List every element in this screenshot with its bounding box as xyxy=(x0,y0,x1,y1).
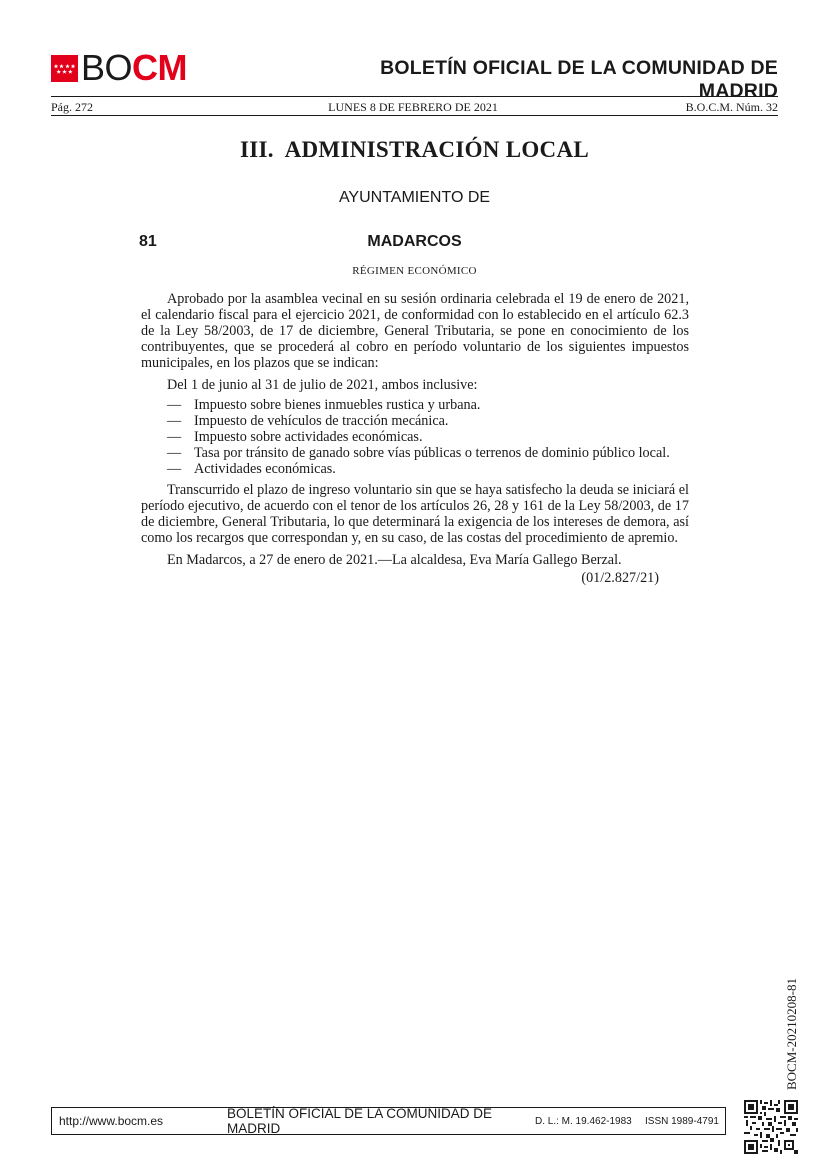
entity-heading: AYUNTAMIENTO DE xyxy=(338,189,491,206)
issn: ISSN 1989-4791 xyxy=(645,1115,719,1127)
list-item xyxy=(167,397,689,413)
municipality-name: MADARCOS xyxy=(367,233,462,250)
bocm-logo xyxy=(51,47,188,88)
period-paragraph: Del 1 de junio al 31 de julio de 2021, ambos inclusive: xyxy=(167,377,478,393)
logo-prefix: BO xyxy=(81,47,133,88)
madrid-flag-icon xyxy=(51,55,78,82)
qr-code-icon xyxy=(744,1100,798,1154)
list-item xyxy=(167,461,689,477)
footer-url-link[interactable]: http://www.bocm.es xyxy=(59,1114,164,1128)
footer-title: BOLETÍN OFICIAL DE LA COMUNIDAD DE MADRID xyxy=(227,1106,493,1136)
issue-number: B.O.C.M. Núm. 32 xyxy=(685,100,778,114)
legal-deposit: D. L.: M. 19.462-1983 xyxy=(535,1115,632,1127)
list-item xyxy=(167,445,689,461)
closing-paragraph: Transcurrido el plazo de ingreso voluntario sin que se haya satisfecho la deuda se iniciará el período ejecutivo, de acuerdo con el tenor de los artículos 26, 28 y 161 de la Ley 58/2003, de 17 de diciembre, General Tributaria, lo que determinará la exigencia de los intereses de demora, así como los recargos que correspondan y, en su caso, de las costas del procedimiento de apremio. xyxy=(141,482,689,546)
issue-date: LUNES 8 DE FEBRERO DE 2021 xyxy=(328,100,498,114)
logo-wordmark xyxy=(81,47,188,88)
document-identifier-text: BOCM-20210208-81 xyxy=(784,978,799,1090)
reference-code: (01/2.827/21) xyxy=(581,570,659,586)
list-item-text: Impuesto de vehículos de tracción mecánica. xyxy=(194,413,449,429)
list-dash: — xyxy=(167,461,182,477)
notice-number: 81 xyxy=(139,233,157,250)
footer-bar xyxy=(51,1107,726,1135)
list-item-text: Impuesto sobre actividades económicas. xyxy=(194,429,423,445)
intro-paragraph: Aprobado por la asamblea vecinal en su sesión ordinaria celebrada el 19 de enero de 2021, el calendario fiscal para el ejercicio 2021, de conformidad con lo establecido en el artículo 62.3 de la Ley 58/2003, de 17 de diciembre, General Tributaria, se pone en conocimiento de los contribuyentes, que se procederá al cobro en período voluntario de los siguientes impuestos municipales, en los plazos que se indican: xyxy=(141,291,689,371)
header-rule-bottom xyxy=(51,115,778,116)
list-dash: — xyxy=(167,413,182,429)
signature-line: En Madarcos, a 27 de enero de 2021.—La alcaldesa, Eva María Gallego Berzal. xyxy=(167,552,622,568)
document-identifier xyxy=(786,970,804,1090)
header-rule xyxy=(51,96,778,97)
list-item xyxy=(167,429,689,445)
logo-suffix: CM xyxy=(132,47,188,88)
page-number: Pág. 272 xyxy=(51,100,93,114)
notice-subject: RÉGIMEN ECONÓMICO xyxy=(352,265,477,277)
masthead-title: BOLETÍN OFICIAL DE LA COMUNIDAD DE MADRID xyxy=(380,57,778,102)
list-item-text: Impuesto sobre bienes inmuebles rustica y urbana. xyxy=(194,397,481,413)
tax-list xyxy=(141,397,689,477)
list-item-text: Actividades económicas. xyxy=(194,461,336,477)
list-dash: — xyxy=(167,445,182,461)
list-dash: — xyxy=(167,397,182,413)
list-dash: — xyxy=(167,429,182,445)
section-title: III. ADMINISTRACIÓN LOCAL xyxy=(239,137,590,162)
list-item-text: Tasa por tránsito de ganado sobre vías públicas o terrenos de dominio público local. xyxy=(194,445,670,461)
notice-body xyxy=(141,291,689,586)
list-item xyxy=(167,413,689,429)
